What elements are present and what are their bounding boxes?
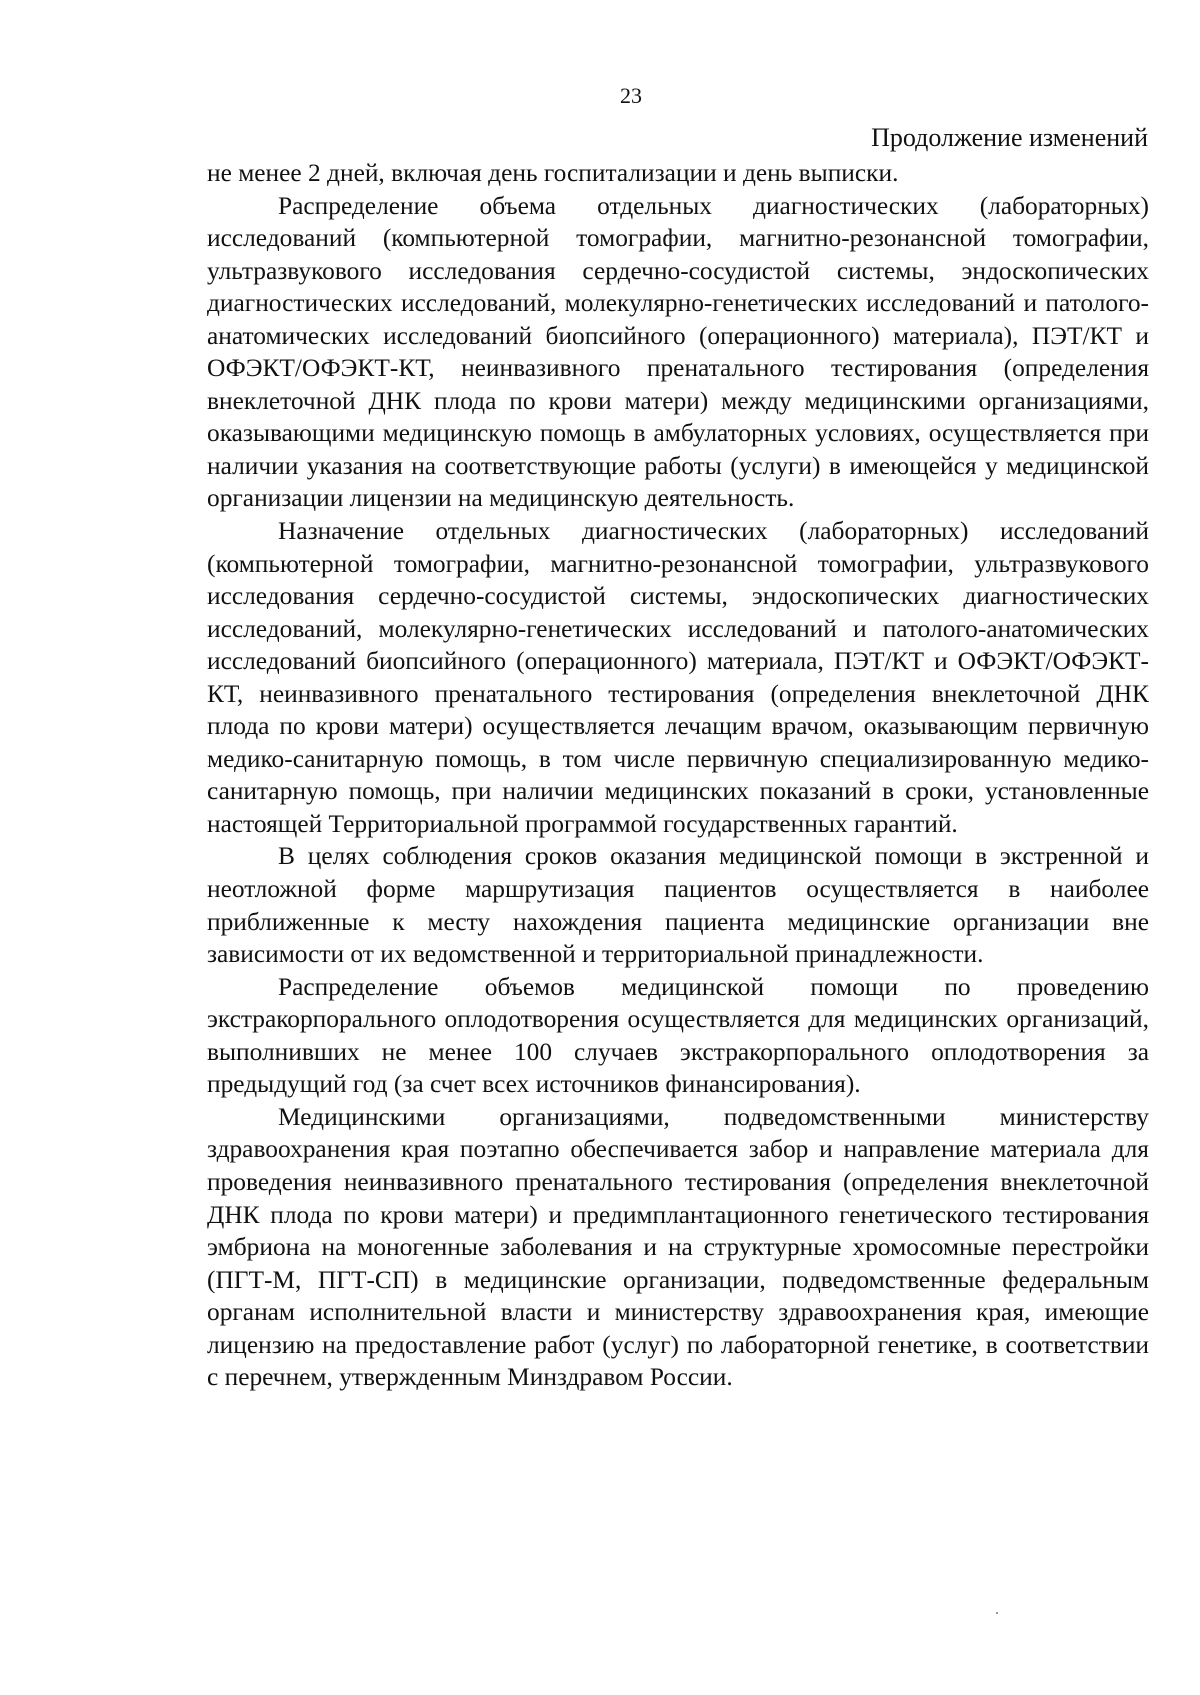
continuation-label: Продолжение изменений [871,123,1148,152]
paragraph: Назначение отдельных диагностических (лабораторных) исследований (компьютерной томографии, магнитно-резонансной томографии, ультразвукового исследования сердечно-сосудистой системы, эндоскопических диагностических исследований, молекулярно-генетических исследований и патолого-анатомических исследований биопсийного (операционного) материала, ПЭТ/КТ и ОФЭКТ/ОФЭКТ-КТ, неинвазивного пренатального тестирования (определения внеклеточной ДНК плода по крови матери) осуществляется лечащим врачом, оказывающим первичную медико-санитарную помощь, в том числе первичную специализированную медико-санитарную помощь, при наличии медицинских показаний в сроки, установленные настоящей Территориальной программой государственных гарантий. [207,517,1149,838]
paragraph: не менее 2 дней, включая день госпитализации и день выписки. [207,159,899,187]
document-body [207,157,1149,1394]
paragraph: В целях соблюдения сроков оказания медицинской помощи в экстренной и неотложной форме маршрутизация пациентов осуществляется в наиболее приближенные к месту нахождения пациента медицинские организации вне зависимости от их ведомственной и территориальной принадлежности. [207,842,1149,969]
paragraph: Распределение объемов медицинской помощи по проведению экстракорпорального оплодотворения осуществляется для медицинских организаций, выполнивших не менее 100 случаев экстракорпорального оплодотворения за предыдущий год (за счет всех источников финансирования). [207,972,1149,1099]
page-number: 23 [620,83,642,108]
scan-speck [996,1612,998,1614]
paragraph: Распределение объема отдельных диагностических (лабораторных) исследований (компьютерной томографии, магнитно-резонансной томографии, ультразвукового исследования сердечно-сосудистой системы, эндоскопических диагностических исследований, молекулярно-генетических исследований и патолого-анатомических исследований биопсийного (операционного) материала), ПЭТ/КТ и ОФЭКТ/ОФЭКТ-КТ, неинвазивного пренатального тестирования (определения внеклеточной ДНК плода по крови матери) между медицинскими организациями, оказывающими медицинскую помощь в амбулаторных условиях, осуществляется при наличии указания на соответствующие работы (услуги) в имеющейся у медицинской организации лицензии на медицинскую деятельность. [207,191,1149,513]
paragraph: Медицинскими организациями, подведомственными министерству здравоохранения края поэтапно обеспечивается забор и направление материала для проведения неинвазивного пренатального тестирования (определения внеклеточной ДНК плода по крови матери) и предимплантационного генетического тестирования эмбриона на моногенные заболевания и на структурные хромосомные перестройки (ПГТ-М, ПГТ-СП) в медицинские организации, подведомственные федеральным органам исполнительной власти и министерству здравоохранения края, имеющие лицензию на предоставление работ (услуг) по лабораторной генетике, в соответствии с перечнем, утвержденным Минздравом России. [207,1102,1149,1392]
